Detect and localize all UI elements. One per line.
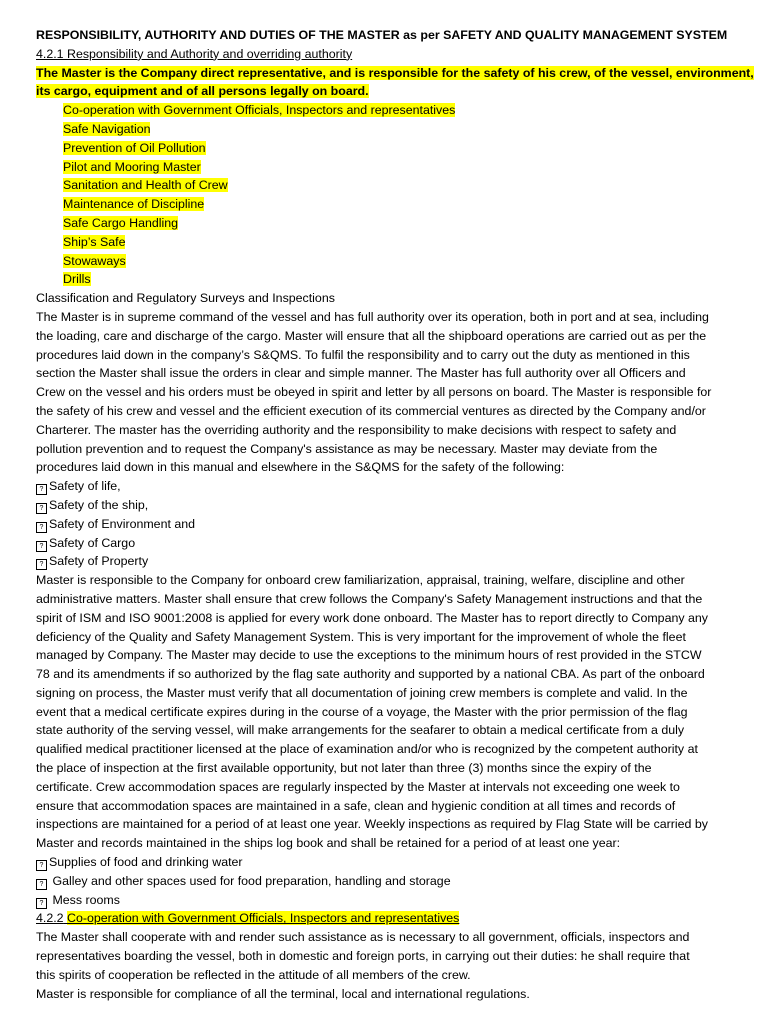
paragraph-supreme-command: [36, 308, 748, 477]
safety-item: ? Safety of Cargo: [36, 534, 748, 553]
paragraph-line: The Master is in supreme command of the vessel and has full authority over its operation, both in port and at sea, including: [36, 309, 709, 324]
master-representative-statement: [36, 64, 754, 83]
duty-item: Safe Cargo Handling: [63, 215, 179, 230]
paragraph-line: The Master shall cooperate with and render such assistance as is necessary to all government, officials, inspectors and: [36, 930, 690, 945]
classification-line: Classification and Regulatory Surveys and Inspections: [36, 291, 335, 306]
safety-list: [36, 477, 748, 571]
paragraph-line: Master is responsible to the Company for onboard crew familiarization, appraisal, training, welfare, discipline and other: [36, 573, 685, 588]
paragraph-line: event that a medical certificate expires during in the course of a voyage, the Master with the prior permission of the flag: [36, 704, 688, 719]
paragraph-line: the loading, care and discharge of the cargo. Master will ensure that all the shipboard operations are carried out as per the: [36, 328, 707, 343]
paragraph-line: procedures laid down in this manual and elsewhere in the S&QMS for the safety of the following:: [36, 460, 565, 475]
paragraph-line: procedures laid down in the company’s S&QMS. To fulfil the responsibility and to carry out the duty as mentioned in this: [36, 347, 690, 362]
paragraph-line: administrative matters. Master shall ensure that crew follows the Company's Safety Management instructions and that the: [36, 591, 703, 606]
inspection-list: [36, 853, 748, 909]
master-representative-statement-cont: [36, 82, 748, 101]
safety-item: ? Safety of the ship,: [36, 496, 748, 515]
duty-item: Sanitation and Health of Crew: [63, 178, 228, 193]
inspection-item: ? Mess rooms: [36, 891, 748, 910]
paragraph-line: the place of inspection at the first available opportunity, but not later than three (3) months since the expiry of the: [36, 761, 652, 776]
duty-item: Stowaways: [63, 253, 126, 268]
paragraph-line: inspections are maintained for a period of at least one year. Weekly inspections as required by Flag State will be carried by: [36, 817, 708, 832]
paragraph-cooperation: [36, 928, 748, 984]
duty-item: Pilot and Mooring Master: [63, 159, 201, 174]
highlighted-text: its cargo, equipment and of all persons legally on board.: [36, 84, 369, 99]
paragraph-line: signing on process, the Master must verify that all documentation of joining crew members is complete and valid. In the: [36, 685, 688, 700]
paragraph-line: the safety of his crew and vessel and the efficient execution of its commercial ventures as directed by the Company and/or: [36, 403, 706, 418]
paragraph-line: deficiency of the Quality and Safety Management System. This is very important for the improvement of whole the fleet: [36, 629, 686, 644]
paragraph-line: Charterer. The master has the overriding authority and the responsibility to make decisions with respect to safety and: [36, 422, 677, 437]
paragraph-line: state authority of the serving vessel, will make arrangements for the seafarer to obtain a medical certificate from a duly: [36, 723, 685, 738]
paragraph-line: managed by Company. The Master may decide to use the exceptions to the minimum hours of rest provided in the STCW: [36, 648, 702, 663]
paragraph-crew-responsibility: [36, 571, 748, 853]
compliance-line: Master is responsible for compliance of all the terminal, local and international regulations.: [36, 986, 530, 1001]
bullet-box-icon: ?: [36, 879, 47, 890]
section-title: Co-operation with Government Officials, Inspectors and representatives: [67, 911, 460, 926]
paragraph-line: section the Master shall issue the orders in clear and simple manner. The Master has full authority over all Officers and: [36, 366, 686, 381]
paragraph-line: 78 and its amendments if so authorized by the flag sate authority and supported by a national CBA. As part of the onboard: [36, 667, 705, 682]
document-title: RESPONSIBILITY, AUTHORITY AND DUTIES OF THE MASTER as per SAFETY AND QUALITY MANAGEMENT SYSTEM: [36, 28, 728, 42]
duty-item: Co-operation with Government Officials, Inspectors and representatives: [63, 103, 456, 118]
paragraph-line: representatives boarding the vessel, both in domestic and foreign ports, in carrying out their duties: he shall require that: [36, 949, 690, 964]
section-4-2-1-heading: 4.2.1 Responsibility and Authority and overriding authority: [36, 46, 353, 61]
bullet-box-icon: ?: [36, 860, 47, 871]
highlighted-text: The Master is the Company direct representative, and is responsible for the safety of his crew, of the vessel, environment,: [36, 65, 754, 80]
bullet-box-icon: ?: [36, 559, 47, 570]
duty-item: Safe Navigation: [63, 121, 151, 136]
bullet-box-icon: ?: [36, 898, 47, 909]
paragraph-line: certificate. Crew accommodation spaces are regularly inspected by the Master at intervals not exceeding one week to: [36, 779, 680, 794]
duty-item: Prevention of Oil Pollution: [63, 140, 206, 155]
bullet-box-icon: ?: [36, 541, 47, 552]
safety-item: ? Safety of Property: [36, 552, 748, 571]
section-number: 4.2.2: [36, 911, 64, 926]
bullet-box-icon: ?: [36, 522, 47, 533]
inspection-item: ? Galley and other spaces used for food preparation, handling and storage: [36, 872, 748, 891]
paragraph-line: Crew on the vessel and his orders must be obeyed in spirit and letter by all persons on board. The Master is responsible for: [36, 385, 712, 400]
paragraph-line: qualified medical practitioner licensed at the place of examination and/or who is recognized by the competent authority at: [36, 742, 698, 757]
duty-item: Ship’s Safe: [63, 234, 126, 249]
paragraph-line: ensure that accommodation spaces are maintained in a safe, clean and hygienic condition at all times and records of: [36, 798, 676, 813]
inspection-item: ? Supplies of food and drinking water: [36, 853, 748, 872]
paragraph-line: Master and records maintained in the ships log book and shall be retained for a period of at least one year:: [36, 836, 621, 851]
paragraph-line: this spirits of cooperation be reflected in the attitude of all members of the crew.: [36, 967, 471, 982]
safety-item: ? Safety of life,: [36, 477, 748, 496]
duty-item: Maintenance of Discipline: [63, 197, 205, 212]
bullet-box-icon: ?: [36, 503, 47, 514]
paragraph-line: pollution prevention and to request the Company's assistance as may be necessary. Master may deviate from the: [36, 441, 658, 456]
bullet-box-icon: ?: [36, 484, 47, 495]
safety-item: ? Safety of Environment and: [36, 515, 748, 534]
duties-list: [36, 101, 748, 289]
duty-item: Drills: [63, 272, 91, 287]
paragraph-line: spirit of ISM and ISO 9001:2008 is applied for every work done onboard. The Master has to report directly to Company any: [36, 610, 708, 625]
section-4-2-2-heading: [36, 909, 748, 928]
